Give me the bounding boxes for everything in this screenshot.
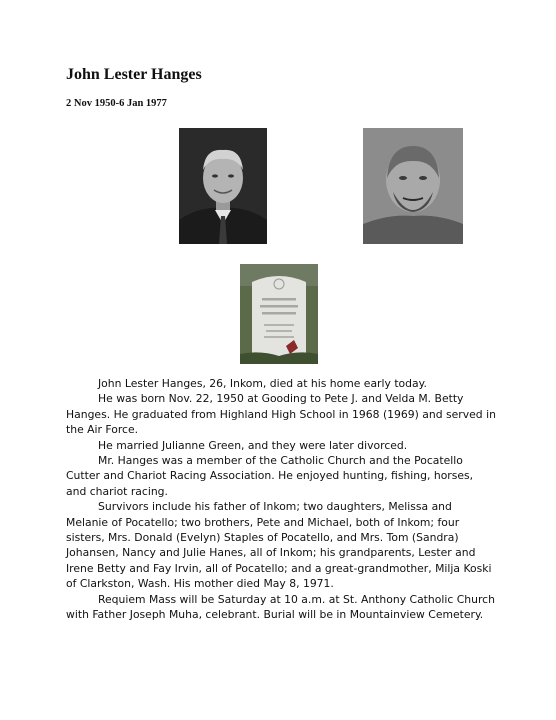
obituary-paragraph: Requiem Mass will be Saturday at 10 a.m. at St. Anthony Catholic Church with Father Joseph Muha, celebrant. Burial will be in Mountainview Cemetery.: [66, 592, 495, 622]
headstone-image: [240, 264, 318, 364]
portrait-older-photo: [363, 128, 463, 244]
obituary-paragraph: Survivors include his father of Inkom; two daughters, Melissa and Melanie of Pocatello; two brothers, Pete and Michael, both of Inkom; four sisters, Mrs. Donald (Evelyn) Staples of Pocatello, and Mrs. Tom (Sandra) Johansen, Nancy and Julie Hanes, all of Inkom; his grandparents, Lester and Irene Betty and Fay Irvin, all of Pocatello; and a great-grandmother, Milja Koski of Clarkston, Wash. His mother died May 8, 1971.: [66, 500, 492, 591]
page-title: John Lester Hanges: [66, 66, 202, 83]
life-dates: 2 Nov 1950-6 Jan 1977: [66, 98, 167, 109]
obituary-paragraph: Mr. Hanges was a member of the Catholic Church and the Pocatello Cutter and Chariot Racing Association. He enjoyed hunting, fishing, horses, and chariot racing.: [66, 454, 474, 498]
headstone-photo: [240, 264, 318, 364]
portrait-young-photo: [179, 128, 267, 244]
portrait-young-image: [179, 128, 267, 244]
portrait-older-image: [363, 128, 463, 244]
obituary-paragraph: He married Julianne Green, and they were later divorced.: [98, 438, 408, 452]
obituary-paragraph: He was born Nov. 22, 1950 at Gooding to Pete J. and Velda M. Betty Hanges. He graduated from Highland High School in 1968 (1969) and served in the Air Force.: [66, 392, 496, 437]
obituary-text: [66, 376, 496, 623]
obituary-paragraph: John Lester Hanges, 26, Inkom, died at his home early today.: [98, 377, 427, 390]
